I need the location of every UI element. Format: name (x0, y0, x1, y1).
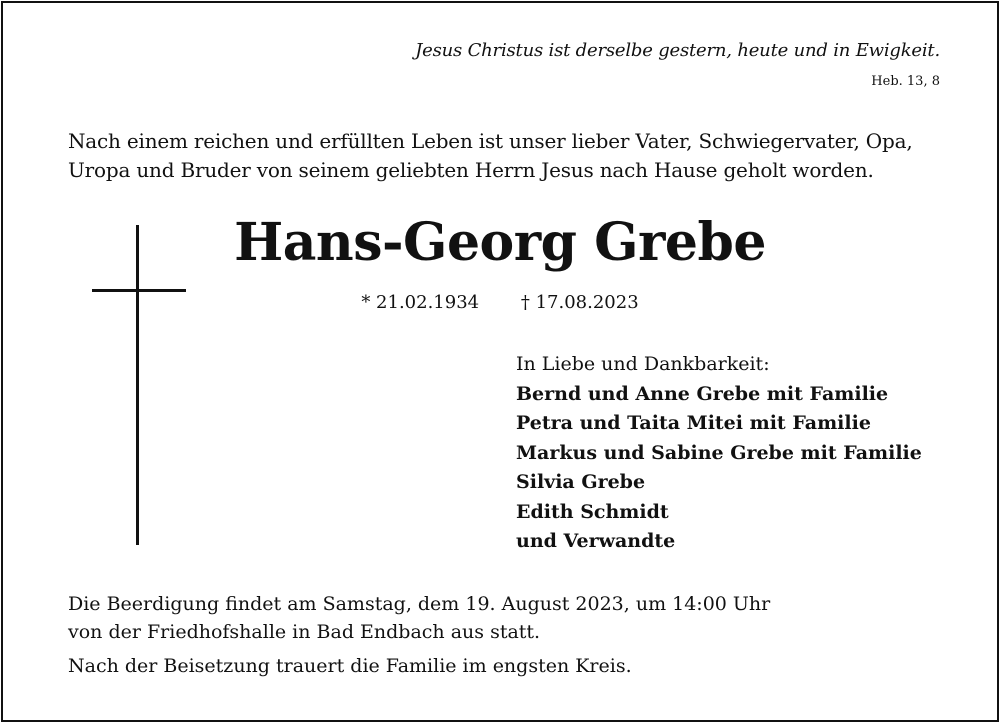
mourner-name: Edith Schmidt (516, 500, 669, 523)
intro-line: Nach einem reichen und erfüllten Leben ist unser lieber Vater, Schwiegervater, Opa, (68, 129, 913, 153)
mourners-list (516, 350, 922, 557)
mourners-lead: In Liebe und Dankbarkeit: (516, 353, 770, 375)
bible-verse: Jesus Christus ist derselbe gestern, heute und in Ewigkeit. (415, 40, 940, 61)
funeral-line: von der Friedhofshalle in Bad Endbach aus statt. (68, 621, 541, 643)
verse-reference: Heb. 13, 8 (871, 74, 940, 89)
intro-line: Uropa und Bruder von seinem geliebten Herrn Jesus nach Hause geholt worden. (68, 158, 874, 182)
mourner-name: Silvia Grebe (516, 471, 646, 493)
mourner-name: Petra und Taita Mitei mit Familie (516, 412, 871, 434)
closing-note: Nach der Beisetzung trauert die Familie im engsten Kreis. (68, 655, 632, 677)
mourner-name: Bernd und Anne Grebe mit Familie (516, 382, 889, 405)
funeral-details (68, 590, 770, 646)
intro-text (68, 127, 948, 185)
deceased-name: Hans-Georg Grebe (234, 212, 766, 273)
life-dates (0, 292, 1000, 313)
birth-date: * 21.02.1934 (361, 292, 480, 313)
cross-icon (136, 225, 139, 545)
funeral-line: Die Beerdigung findet am Samstag, dem 19. August 2023, um 14:00 Uhr (68, 593, 771, 615)
mourner-name: und Verwandte (516, 530, 676, 552)
mourner-name: Markus und Sabine Grebe mit Familie (516, 441, 922, 464)
death-date: † 17.08.2023 (520, 292, 639, 313)
